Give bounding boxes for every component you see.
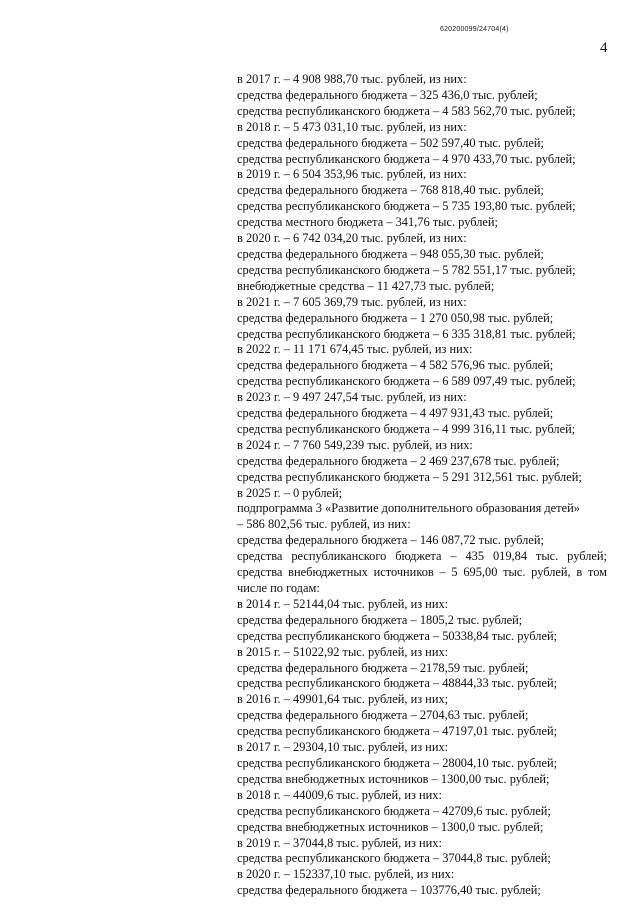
- text-line: средства внебюджетных источников – 1300,0 тыс. рублей;: [237, 819, 544, 834]
- text-line: средства республиканского бюджета – 50338,84 тыс. рублей;: [237, 628, 558, 643]
- text-line: средства федерального бюджета – 325 436,0 тыс. рублей;: [237, 87, 538, 102]
- text-line: средства республиканского бюджета – 37044,8 тыс. рублей;: [237, 851, 551, 866]
- text-line: средства федерального бюджета – 103776,40 тыс. рублей;: [237, 883, 541, 898]
- text-line: средства республиканского бюджета – 5 735 193,80 тыс. рублей;: [237, 199, 576, 214]
- text-line: в 2020 г. – 152337,10 тыс. рублей, из них:: [237, 867, 455, 882]
- text-line: средства федерального бюджета – 4 582 576,96 тыс. рублей;: [237, 358, 554, 373]
- text-line: числе по годам:: [237, 581, 320, 595]
- text-line: средства федерального бюджета – 768 818,40 тыс. рублей;: [237, 183, 544, 198]
- text-line: средства федерального бюджета – 2704,63 тыс. рублей;: [237, 708, 529, 723]
- text-line: средства федерального бюджета – 1 270 050,98 тыс. рублей;: [237, 310, 554, 325]
- text-line: в 2019 г. – 37044,8 тыс. рублей, из них:: [237, 835, 442, 850]
- text-line: в 2022 г. – 11 171 674,45 тыс. рублей, из них:: [237, 342, 473, 357]
- text-line: средства федерального бюджета – 1805,2 тыс. рублей;: [237, 612, 523, 627]
- text-line: в 2017 г. – 29304,10 тыс. рублей, из них:: [237, 740, 449, 755]
- text-line: средства федерального бюджета – 4 497 931,43 тыс. рублей;: [237, 406, 554, 421]
- text-line: в 2019 г. – 6 504 353,96 тыс. рублей, из них:: [237, 167, 467, 182]
- text-line: в 2018 г. – 5 473 031,10 тыс. рублей, из них:: [237, 119, 467, 134]
- text-line: средства республиканского бюджета – 42709,6 тыс. рублей;: [237, 803, 551, 818]
- text-line: средства республиканского бюджета – 6 335 318,81 тыс. рублей;: [237, 326, 576, 341]
- text-line: средства федерального бюджета – 2 469 237,678 тыс. рублей;: [237, 453, 560, 468]
- text-line: средства федерального бюджета – 146 087,72 тыс. рублей;: [237, 533, 544, 548]
- text-line: средства республиканского бюджета – 4 583 562,70 тыс. рублей;: [237, 103, 576, 118]
- text-line: средства республиканского бюджета – 48844,33 тыс. рублей;: [237, 676, 558, 691]
- text-line: внебюджетные средства – 11 427,73 тыс. рублей;: [237, 278, 495, 293]
- text-line: в 2025 г. – 0 рублей;: [237, 485, 343, 500]
- text-line: средства республиканского бюджета – 4 999 316,11 тыс. рублей;: [237, 421, 576, 436]
- text-line: в 2021 г. – 7 605 369,79 тыс. рублей, из них:: [237, 294, 467, 309]
- document-code: 620200099/24704(4): [440, 26, 509, 33]
- text-line: – 586 802,56 тыс. рублей, из них:: [237, 517, 411, 532]
- text-line: средства республиканского бюджета – 47197,01 тыс. рублей;: [237, 724, 558, 739]
- text-line: в 2015 г. – 51022,92 тыс. рублей, из них:: [237, 644, 449, 659]
- text-line: средства республиканского бюджета – 4 970 433,70 тыс. рублей;: [237, 151, 576, 166]
- text-line: в 2023 г. – 9 497 247,54 тыс. рублей, из них:: [237, 390, 467, 405]
- text-line: в 2024 г. – 7 760 549,239 тыс. рублей, из них:: [237, 437, 473, 452]
- text-line: средства республиканского бюджета – 5 291 312,561 тыс. рублей;: [237, 469, 582, 484]
- text-line: в 2020 г. – 6 742 034,20 тыс. рублей, из них:: [237, 231, 467, 246]
- document-body: [237, 72, 607, 899]
- text-line: средства местного бюджета – 341,76 тыс. рублей;: [237, 215, 499, 230]
- page-number: 4: [600, 40, 608, 56]
- text-line: в 2017 г. – 4 908 988,70 тыс. рублей, из них:: [237, 72, 467, 86]
- text-line: средства республиканского бюджета – 6 589 097,49 тыс. рублей;: [237, 374, 576, 389]
- text-line: средства федерального бюджета – 948 055,30 тыс. рублей;: [237, 246, 544, 261]
- text-line: средства федерального бюджета – 502 597,40 тыс. рублей;: [237, 135, 544, 150]
- text-line: в 2014 г. – 52144,04 тыс. рублей, из них:: [237, 596, 449, 611]
- text-line: средства федерального бюджета – 2178,59 тыс. рублей;: [237, 660, 529, 675]
- text-line: средства республиканского бюджета – 5 782 551,17 тыс. рублей;: [237, 262, 576, 277]
- text-line: средства внебюджетных источников – 5 695,00 тыс. рублей, в том: [237, 565, 607, 580]
- text-line: подпрограмма 3 «Развитие дополнительного образования детей»: [237, 501, 580, 516]
- text-line: средства внебюджетных источников – 1300,00 тыс. рублей;: [237, 771, 550, 786]
- text-line: в 2016 г. – 49901,64 тыс. рублей, из них;: [237, 692, 449, 707]
- text-line: в 2018 г. – 44009,6 тыс. рублей, из них:: [237, 787, 442, 802]
- text-line: средства республиканского бюджета – 28004,10 тыс. рублей;: [237, 755, 558, 770]
- text-line: средства республиканского бюджета – 435 019,84 тыс. рублей;: [237, 549, 607, 564]
